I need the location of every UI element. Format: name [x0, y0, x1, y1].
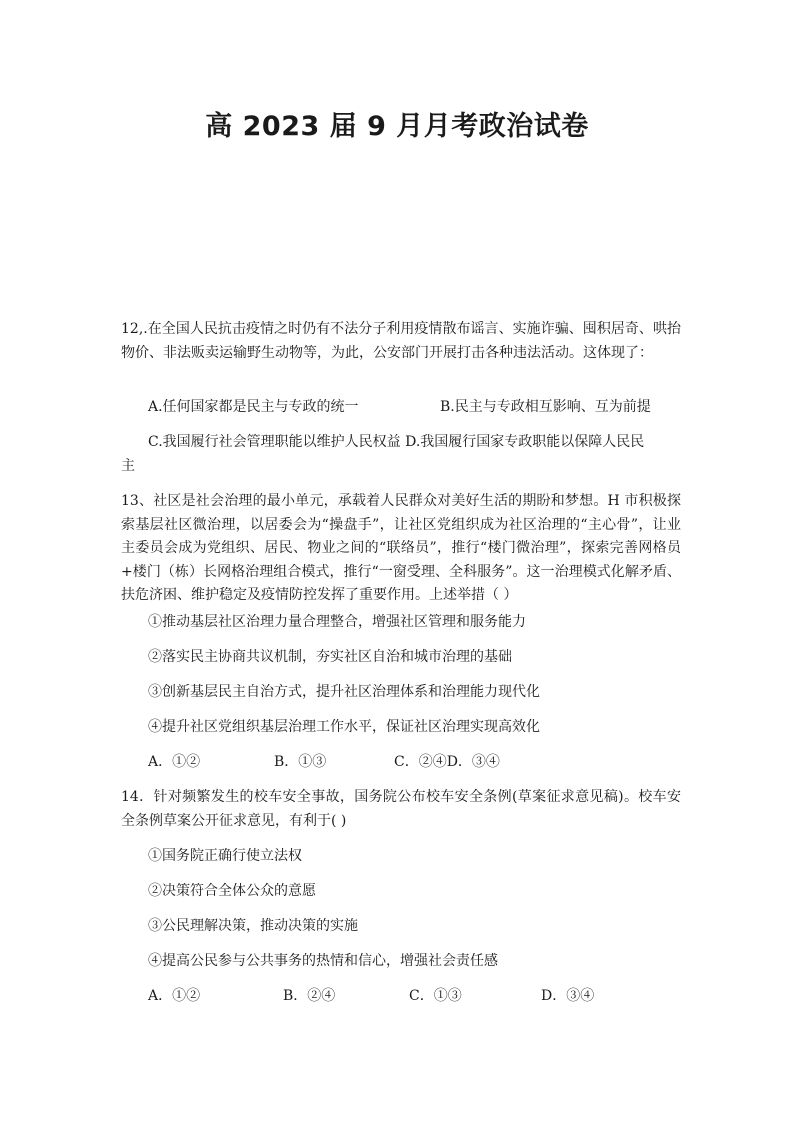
question-12-option-b: B.民主与专政相互影响、互为前提: [440, 399, 651, 415]
question-14-answer-d: D．③④: [541, 988, 595, 1004]
question-13-item-2: ②落实民主协商共议机制，夯实社区自治和城市治理的基础: [148, 649, 512, 665]
question-13-item-3: ③创新基层民主自治方式，提升社区治理体系和治理能力现代化: [148, 684, 540, 700]
question-14-answer-a: A．①②: [148, 988, 201, 1004]
question-12-option-cd-continued: 主: [121, 458, 135, 474]
question-13-stem: 13、社区是社会治理的最小单元，承载着人民群众对美好生活的期盼和梦想。H 市积极探索基层社区微治理，以居委会为“操盘手”，让社区党组织成为社区治理的“主心骨”，让业主委员会成为党组织、居民、物业之间的“联络员”，推行“楼门微治理”，探索完善网格员+楼门（栋）长网格治理组合模式，推行“一窗受理、全科服务”。这一治理模式化解矛盾、扶危济困、维护稳定及疫情防控发挥了重要作用。上述举措（ ）: [121, 493, 681, 603]
question-12-option-cd: C.我国履行社会管理职能以维护人民权益 D.我国履行国家专政职能以保障人民民: [148, 434, 645, 450]
page-title: 高 2023 届 9 月月考政治试卷: [205, 111, 589, 142]
question-14-answer-b: B．②④: [283, 988, 336, 1004]
question-14-stem: 14．针对频繁发生的校车安全事故，国务院公布校车安全条例(草案征求意见稿)。校车安全条例草案公开征求意见，有利于( ): [121, 789, 681, 829]
question-12-option-a: A.任何国家都是民主与专政的统一: [148, 399, 359, 415]
question-13-item-1: ①推动基层社区治理力量合理整合，增强社区管理和服务能力: [148, 614, 526, 630]
question-13-answer-cd: C．②④D．③④: [394, 754, 500, 770]
question-14-answer-c: C．①③: [409, 988, 462, 1004]
question-14-item-2: ②决策符合全体公众的意愿: [148, 883, 316, 899]
question-14-item-4: ④提高公民参与公共事务的热情和信心，增强社会责任感: [148, 953, 498, 969]
question-13-item-4: ④提升社区党组织基层治理工作水平，保证社区治理实现高效化: [148, 719, 540, 735]
question-13-answer-b: B．①③: [274, 754, 327, 770]
question-13-answer-a: A．①②: [148, 754, 201, 770]
question-14-item-3: ③公民理解决策，推动决策的实施: [148, 918, 358, 934]
question-12-stem: 12,.在全国人民抗击疫情之时仍有不法分子利用疫情散布谣言、实施诈骗、囤积居奇、哄抬物价、非法贩卖运输野生动物等，为此，公安部门开展打击各种违法活动。这体现了：: [121, 321, 681, 361]
question-14-item-1: ①国务院正确行使立法权: [148, 848, 302, 864]
